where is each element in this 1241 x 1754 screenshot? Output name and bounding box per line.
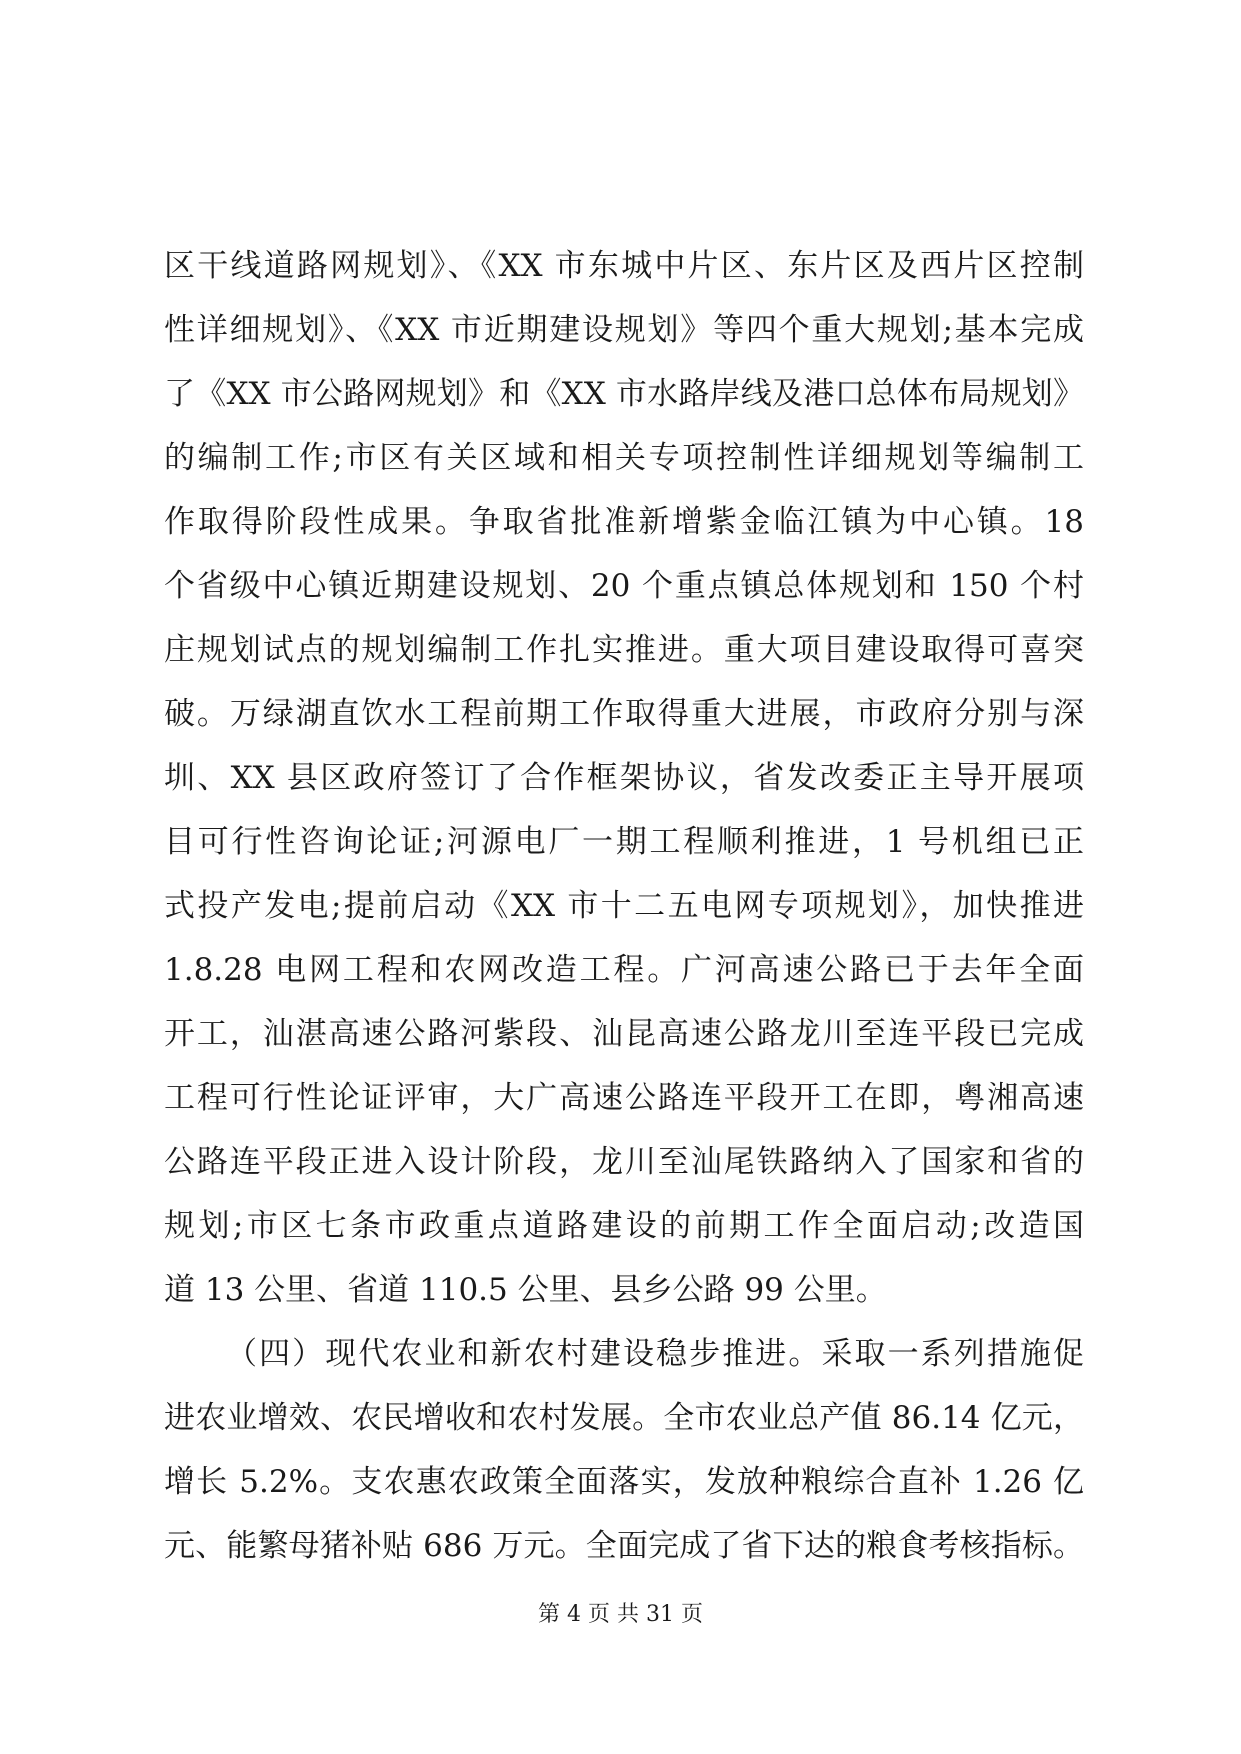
text-line: 区干线道路网规划》、《XX 市东城中片区、东片区及西片区控制 xyxy=(164,248,1084,284)
section-heading-line: （四）现代农业和新农村建设稳步推进。采取一系列措施促 xyxy=(226,1336,1084,1372)
text-line: 进农业增效、农民增收和农村发展。全市农业总产值 86.14 亿元， xyxy=(164,1400,1084,1436)
page-footer: 第 4 页 共 31 页 xyxy=(538,1602,703,1627)
text-line: 作取得阶段性成果。争取省批准新增紫金临江镇为中心镇。18 xyxy=(164,504,1084,540)
text-line: 庄规划试点的规划编制工作扎实推进。重大项目建设取得可喜突 xyxy=(164,632,1084,668)
text-line: 公路连平段正进入设计阶段，龙川至汕尾铁路纳入了国家和省的 xyxy=(164,1144,1084,1180)
text-line: 开工，汕湛高速公路河紫段、汕昆高速公路龙川至连平段已完成 xyxy=(164,1016,1084,1052)
text-line: 式投产发电;提前启动《XX 市十二五电网专项规划》，加快推进 xyxy=(164,888,1084,924)
text-line: 规划;市区七条市政重点道路建设的前期工作全面启动;改造国 xyxy=(164,1208,1084,1244)
text-line: 目可行性咨询论证;河源电厂一期工程顺利推进，1 号机组已正 xyxy=(164,824,1084,860)
text-line: 个省级中心镇近期建设规划、20 个重点镇总体规划和 150 个村 xyxy=(164,568,1084,604)
text-line: 工程可行性论证评审，大广高速公路连平段开工在即，粤湘高速 xyxy=(164,1080,1084,1116)
paragraph-end-line: 道 13 公里、省道 110.5 公里、县乡公路 99 公里。 xyxy=(164,1272,887,1308)
text-line: 性详细规划》、《XX 市近期建设规划》等四个重大规划;基本完成 xyxy=(164,312,1084,348)
text-line: 破。万绿湖直饮水工程前期工作取得重大进展，市政府分别与深 xyxy=(164,696,1084,732)
text-line: 增长 5.2%。支农惠农政策全面落实，发放种粮综合直补 1.26 亿 xyxy=(164,1464,1084,1500)
text-line: 1.8.28 电网工程和农网改造工程。广河高速公路已于去年全面 xyxy=(164,952,1084,988)
text-line: 圳、XX 县区政府签订了合作框架协议，省发改委正主导开展项 xyxy=(164,760,1084,796)
text-line: 元、能繁母猪补贴 686 万元。全面完成了省下达的粮食考核指标。 xyxy=(164,1528,1084,1564)
body-text xyxy=(164,234,1084,1578)
text-line: 了《XX 市公路网规划》和《XX 市水路岸线及港口总体布局规划》 xyxy=(164,376,1084,412)
text-line: 的编制工作;市区有关区域和相关专项控制性详细规划等编制工 xyxy=(164,440,1084,476)
